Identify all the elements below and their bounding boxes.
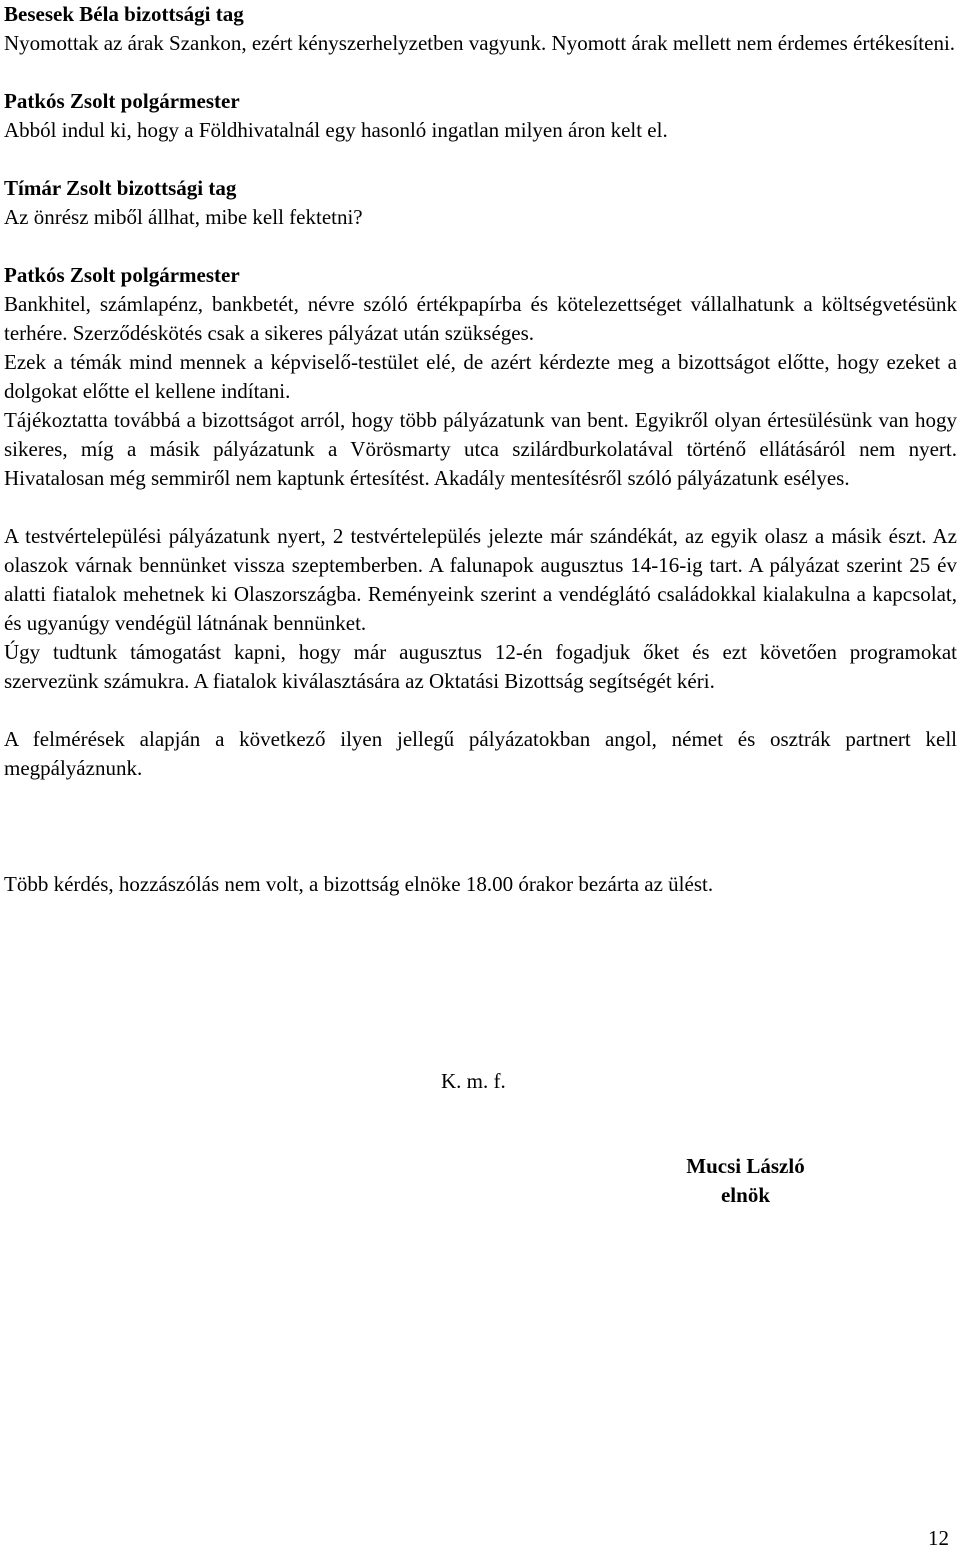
statement-paragraph: Abból indul ki, hogy a Földhivatalnál egy hasonló ingatlan milyen áron kelt el. (4, 118, 668, 142)
spacer (4, 58, 957, 87)
speaker-heading: Tímár Zsolt bizottsági tag (4, 176, 237, 200)
spacer (4, 696, 957, 725)
statement-paragraph: Tájékoztatta továbbá a bizottságot arról, hogy több pályázatunk van bent. Egyikről olyan értesülésünk van hogy sikeres, míg a másik pályázatunk a Vörösmarty utca szilárdburkolatával történő ellátásáról nem nyert. Hivatalosan még semmiről nem kaptunk értesítést. Akadály mentesítésről szóló pályázatunk esélyes. (4, 408, 957, 490)
spacer (4, 145, 957, 174)
statement-paragraph: Nyomottak az árak Szankon, ezért kényszerhelyzetben vagyunk. Nyomott árak mellett nem érdemes értékesíteni. (4, 31, 956, 55)
twin-town-paragraph: Úgy tudtunk támogatást kapni, hogy már augusztus 12-én fogadjuk őket és ezt követően programokat szervezünk számukra. A fiatalok kiválasztására az Oktatási Bizottság segítségét kéri. (4, 640, 957, 693)
signatory-title: elnök (720, 1183, 770, 1207)
statement-paragraph: Ezek a témák mind mennek a képviselő-testület elé, de azért kérdezte meg a bizottságot előtte, hogy ezeket a dolgokat előtte el kellene indítani. (4, 350, 957, 403)
statement-paragraph: Bankhitel, számlapénz, bankbetét, névre szóló értékpapírba és kötelezettséget vállalhatunk a költségvetésünk terhére. Szerződéskötés csak a sikeres pályázat után szükséges. (4, 292, 957, 345)
twin-town-paragraph: A testvértelepülési pályázatunk nyert, 2 testvértelepülés jelezte már szándékát, az egyik olasz a másik észt. Az olaszok várnak bennünket vissza szeptemberben. A falunapok augusztus 14-16-ig tart. A pályázat szerint 25 év alatti fiatalok mehetnek ki Olaszországba. Reményeink szerint a vendéglátó családokkal kialakulna a kapcsolat, és ugyanúgy vendégül látnának bennünket. (4, 524, 957, 635)
speaker-heading: Besesek Béla bizottsági tag (4, 2, 244, 26)
speaker-heading: Patkós Zsolt polgármester (4, 89, 240, 113)
spacer (4, 232, 957, 261)
spacer (4, 493, 957, 522)
page-number: 12 (928, 1526, 949, 1550)
signatory-name: Mucsi László (686, 1154, 805, 1178)
document-page (4, 0, 957, 899)
survey-paragraph: A felmérések alapján a következő ilyen jellegű pályázatokban angol, német és osztrák partnert kell megpályáznunk. (4, 727, 957, 780)
signature-block (673, 1152, 818, 1210)
spacer (4, 783, 957, 870)
statement-paragraph: Az önrész miből állhat, mibe kell fektetni? (4, 205, 363, 229)
speaker-heading: Patkós Zsolt polgármester (4, 263, 240, 287)
closing-statement: Több kérdés, hozzászólás nem volt, a bizottság elnöke 18.00 órakor bezárta az ülést. (4, 872, 714, 896)
kmf-marker: K. m. f. (441, 1069, 506, 1093)
